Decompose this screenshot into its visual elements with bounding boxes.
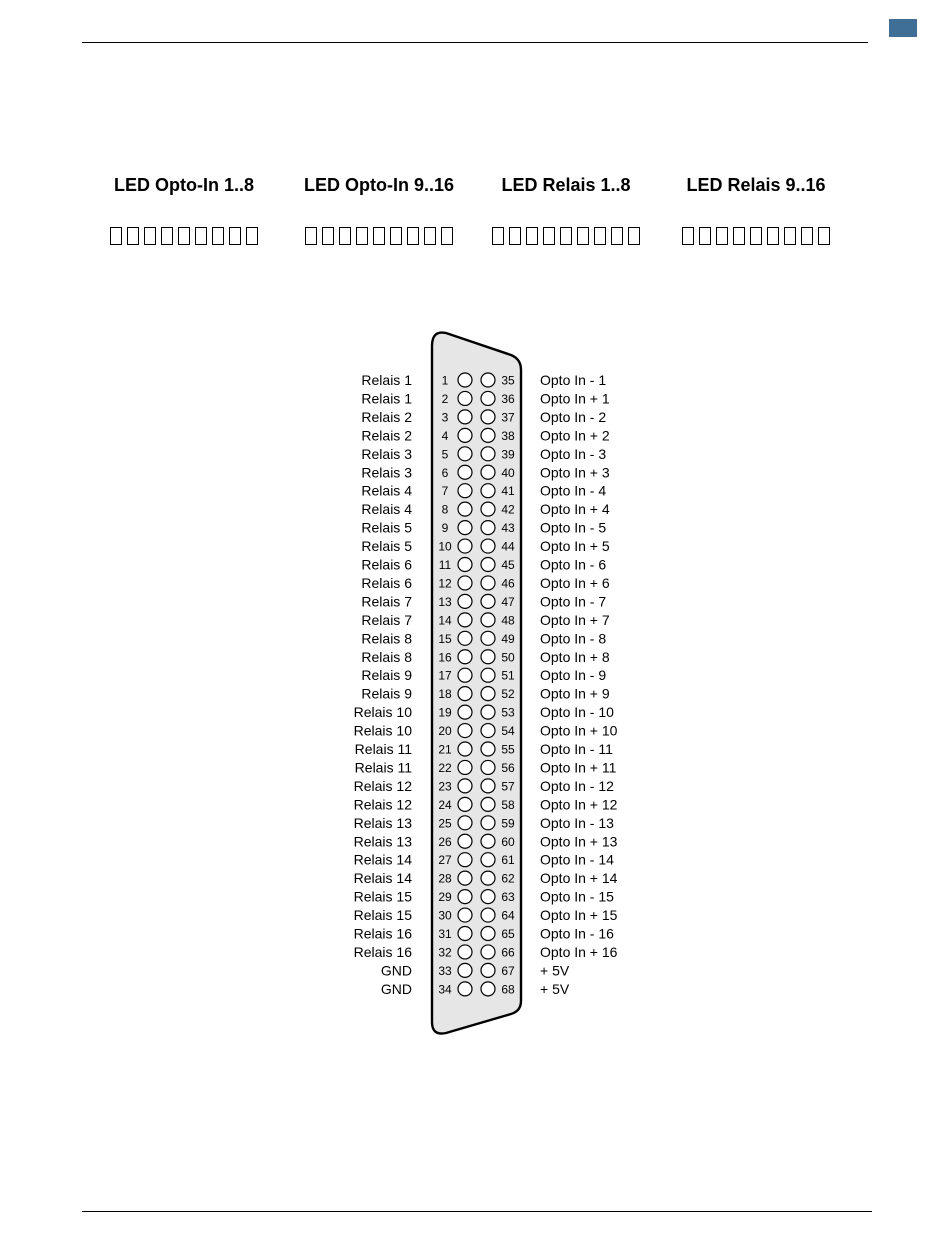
pin-number: 2 — [441, 391, 449, 406]
pin-number: 15 — [438, 631, 452, 646]
pin-hole — [458, 650, 472, 664]
pin-hole — [481, 410, 495, 424]
pin-number: 30 — [438, 908, 452, 923]
pin-label: Opto In + 5 — [540, 538, 610, 555]
pin-number: 57 — [501, 779, 515, 794]
pin-hole — [458, 447, 472, 461]
pin-number: 58 — [501, 797, 515, 812]
pin-label: + 5V — [540, 962, 570, 979]
pin-label: Opto In + 16 — [540, 943, 618, 960]
pin-label: Opto In - 12 — [540, 777, 614, 794]
pin-number: 46 — [501, 576, 515, 591]
pin-number: 20 — [438, 724, 452, 739]
pin-hole — [481, 853, 495, 867]
pin-hole — [481, 797, 495, 811]
pin-hole — [481, 594, 495, 608]
pin-hole — [458, 908, 472, 922]
pin-label: Opto In + 1 — [540, 390, 610, 407]
pin-hole — [458, 539, 472, 553]
pin-hole — [481, 539, 495, 553]
pin-label: Opto In - 3 — [540, 445, 607, 462]
pin-hole — [481, 890, 495, 904]
pin-number: 31 — [438, 927, 452, 941]
pin-hole — [458, 871, 472, 885]
pin-number: 66 — [501, 945, 515, 960]
pin-number: 42 — [501, 502, 515, 517]
pin-number: 18 — [438, 687, 452, 702]
led-group-title: LED Opto-In 1..8 — [113, 175, 254, 195]
pin-label: Relais 4 — [361, 482, 412, 499]
pin-hole — [481, 945, 495, 959]
pin-number: 32 — [438, 945, 452, 960]
pin-hole — [481, 779, 495, 793]
pin-number: 25 — [438, 816, 452, 831]
pin-number: 14 — [438, 613, 452, 628]
pin-number: 65 — [501, 927, 515, 941]
pin-number: 34 — [438, 982, 452, 997]
pin-label: Relais 15 — [353, 888, 412, 905]
pin-hole — [481, 465, 495, 479]
pin-label: Opto In + 10 — [540, 722, 618, 739]
pin-label: + 5V — [540, 980, 570, 997]
pin-number: 4 — [441, 428, 449, 443]
pin-number: 19 — [438, 705, 452, 720]
pin-label: Opto In + 6 — [540, 574, 610, 591]
pin-number: 67 — [501, 963, 515, 978]
pin-hole — [458, 853, 472, 867]
pin-hole — [458, 779, 472, 793]
pin-label: Relais 5 — [361, 519, 412, 536]
pin-number: 52 — [501, 687, 515, 702]
pin-label: Relais 3 — [361, 464, 412, 481]
pin-number: 22 — [438, 760, 452, 775]
pin-label: Relais 8 — [361, 648, 412, 665]
pin-number: 35 — [501, 373, 515, 388]
pin-hole — [458, 613, 472, 627]
pin-number: 68 — [501, 982, 515, 997]
pin-number: 3 — [441, 410, 449, 425]
pin-label: Opto In + 8 — [540, 648, 610, 665]
pin-hole — [458, 668, 472, 682]
pin-hole — [458, 687, 472, 701]
pin-label: GND — [380, 962, 412, 979]
pin-number: 55 — [501, 742, 515, 757]
pin-hole — [458, 705, 472, 719]
pin-label: Relais 15 — [353, 907, 412, 924]
pin-number: 29 — [438, 890, 452, 905]
pin-number: 10 — [438, 539, 452, 554]
pin-number: 6 — [441, 465, 449, 480]
pin-label: Opto In - 1 — [540, 372, 607, 388]
pin-hole — [481, 908, 495, 922]
pin-number: 21 — [438, 742, 452, 757]
pin-number: 63 — [501, 890, 515, 905]
pin-hole — [458, 484, 472, 498]
pin-hole — [481, 668, 495, 682]
pin-label: Relais 5 — [361, 538, 412, 555]
pin-number: 7 — [441, 484, 449, 499]
pin-number: 28 — [438, 871, 452, 886]
pin-hole — [458, 834, 472, 848]
pin-label: Relais 9 — [361, 667, 412, 684]
pin-label: Relais 12 — [353, 796, 412, 813]
pin-number: 36 — [501, 391, 515, 406]
pin-hole — [458, 465, 472, 479]
pin-number: 9 — [441, 521, 449, 536]
pin-label: Opto In + 2 — [540, 427, 610, 444]
pin-label: Relais 14 — [353, 851, 412, 868]
pin-number: 12 — [438, 576, 452, 591]
pin-label: Relais 10 — [353, 722, 412, 739]
pin-hole — [481, 742, 495, 756]
pin-label: Relais 1 — [361, 372, 412, 388]
pin-hole — [481, 705, 495, 719]
pin-number: 1 — [441, 373, 449, 388]
pin-hole — [481, 373, 495, 387]
pin-number: 54 — [501, 724, 515, 739]
pin-label: Relais 14 — [353, 870, 412, 887]
pin-hole — [481, 871, 495, 885]
pin-label: Relais 7 — [361, 611, 412, 628]
pin-label: GND — [380, 980, 412, 997]
pin-hole — [481, 613, 495, 627]
pin-hole — [458, 502, 472, 516]
pin-hole — [481, 982, 495, 996]
pin-label: Opto In - 4 — [540, 482, 607, 499]
pin-label: Opto In - 5 — [540, 519, 607, 536]
pin-label: Opto In + 15 — [540, 907, 618, 924]
pin-number: 40 — [501, 465, 515, 480]
pin-number: 38 — [501, 428, 515, 443]
pin-label: Relais 9 — [361, 685, 412, 702]
pin-hole — [458, 391, 472, 405]
pin-number: 16 — [438, 650, 452, 665]
pin-hole — [458, 428, 472, 442]
pin-number: 11 — [438, 558, 452, 572]
pin-number: 8 — [441, 502, 449, 517]
pin-number: 62 — [501, 871, 515, 886]
pin-hole — [458, 576, 472, 590]
pin-hole — [481, 484, 495, 498]
pin-number: 23 — [438, 779, 452, 794]
pin-label: Opto In - 9 — [540, 667, 607, 684]
pin-hole — [481, 391, 495, 405]
pin-number: 53 — [501, 705, 515, 720]
pin-hole — [458, 927, 472, 941]
pin-number: 64 — [501, 908, 515, 923]
pin-label: Opto In + 3 — [540, 464, 610, 481]
pin-hole — [458, 373, 472, 387]
pin-label: Relais 16 — [353, 925, 412, 942]
pin-label: Opto In + 4 — [540, 501, 610, 518]
pin-label: Opto In - 6 — [540, 556, 607, 573]
pin-hole — [481, 963, 495, 977]
pin-hole — [458, 816, 472, 830]
pin-number: 50 — [501, 650, 515, 665]
pin-hole — [481, 447, 495, 461]
pin-label: Relais 11 — [354, 759, 412, 776]
pin-label: Opto In - 11 — [540, 741, 613, 757]
pin-hole — [481, 927, 495, 941]
pin-hole — [458, 742, 472, 756]
pin-label: Relais 16 — [353, 943, 412, 960]
pin-number: 17 — [438, 668, 452, 683]
pin-number: 5 — [441, 447, 449, 462]
pin-hole — [458, 890, 472, 904]
pin-label: Relais 2 — [361, 408, 412, 425]
pin-label: Relais 6 — [361, 574, 412, 591]
pin-hole — [481, 816, 495, 830]
pin-number: 33 — [438, 963, 452, 978]
pin-label: Opto In - 10 — [540, 704, 614, 721]
pin-hole — [458, 724, 472, 738]
pin-number: 51 — [501, 668, 515, 683]
pin-label: Opto In - 14 — [540, 851, 614, 868]
pin-hole — [481, 576, 495, 590]
led-group-title: LED Opto-In 9..16 — [303, 175, 454, 195]
pin-label: Relais 1 — [361, 390, 412, 407]
pin-number: 39 — [501, 447, 515, 462]
pin-label: Relais 6 — [361, 556, 412, 573]
pin-hole — [481, 558, 495, 572]
pin-hole — [481, 502, 495, 516]
pin-hole — [481, 428, 495, 442]
pin-number: 61 — [501, 853, 515, 868]
pin-label: Relais 10 — [353, 704, 412, 721]
pin-label: Relais 4 — [361, 501, 412, 518]
pin-label: Opto In + 14 — [540, 870, 618, 887]
pin-hole — [458, 558, 472, 572]
pin-hole — [481, 834, 495, 848]
pin-hole — [458, 594, 472, 608]
pin-number: 48 — [501, 613, 515, 628]
pin-number: 24 — [438, 797, 452, 812]
pin-hole — [481, 650, 495, 664]
pin-number: 56 — [501, 760, 515, 775]
pin-label: Opto In + 7 — [540, 611, 610, 628]
pin-label: Relais 13 — [353, 814, 412, 831]
pin-hole — [458, 982, 472, 996]
led-group-title: LED Relais 9..16 — [686, 175, 826, 195]
pin-hole — [481, 724, 495, 738]
pin-number: 49 — [501, 631, 515, 646]
pin-number: 37 — [501, 410, 515, 425]
pin-hole — [481, 631, 495, 645]
pin-label: Relais 8 — [361, 630, 412, 647]
pin-number: 44 — [501, 539, 515, 554]
pin-number: 41 — [501, 484, 515, 499]
pin-hole — [458, 945, 472, 959]
pin-hole — [458, 410, 472, 424]
pin-label: Opto In + 13 — [540, 833, 618, 850]
pin-number: 45 — [501, 558, 515, 572]
pin-label: Opto In + 11 — [540, 759, 617, 776]
pin-label: Opto In - 7 — [540, 593, 607, 610]
pin-label: Opto In + 12 — [540, 796, 618, 813]
pin-number: 43 — [501, 521, 515, 536]
pin-label: Opto In - 15 — [540, 888, 614, 905]
pin-label: Relais 7 — [361, 593, 412, 610]
pin-number: 13 — [438, 594, 452, 609]
pin-hole — [481, 687, 495, 701]
pin-number: 47 — [501, 594, 515, 609]
pin-number: 26 — [438, 834, 452, 849]
pin-label: Relais 2 — [361, 427, 412, 444]
pin-label: Opto In + 9 — [540, 685, 610, 702]
pin-number: 59 — [501, 816, 515, 831]
pin-number: 60 — [501, 834, 515, 849]
pin-hole — [458, 631, 472, 645]
pin-hole — [458, 963, 472, 977]
pin-label: Opto In - 8 — [540, 630, 607, 647]
pin-label: Relais 13 — [353, 833, 412, 850]
pin-label: Relais 11 — [354, 741, 412, 757]
pin-hole — [458, 760, 472, 774]
pin-hole — [481, 760, 495, 774]
pin-hole — [481, 521, 495, 535]
pin-label: Relais 3 — [361, 445, 412, 462]
pin-hole — [458, 797, 472, 811]
pin-label: Opto In - 2 — [540, 408, 607, 425]
pin-hole — [458, 521, 472, 535]
pin-label: Opto In - 16 — [540, 925, 614, 942]
led-group-title: LED Relais 1..8 — [501, 175, 631, 195]
pin-label: Relais 12 — [353, 777, 412, 794]
pin-label: Opto In - 13 — [540, 814, 614, 831]
pin-number: 27 — [438, 853, 452, 868]
